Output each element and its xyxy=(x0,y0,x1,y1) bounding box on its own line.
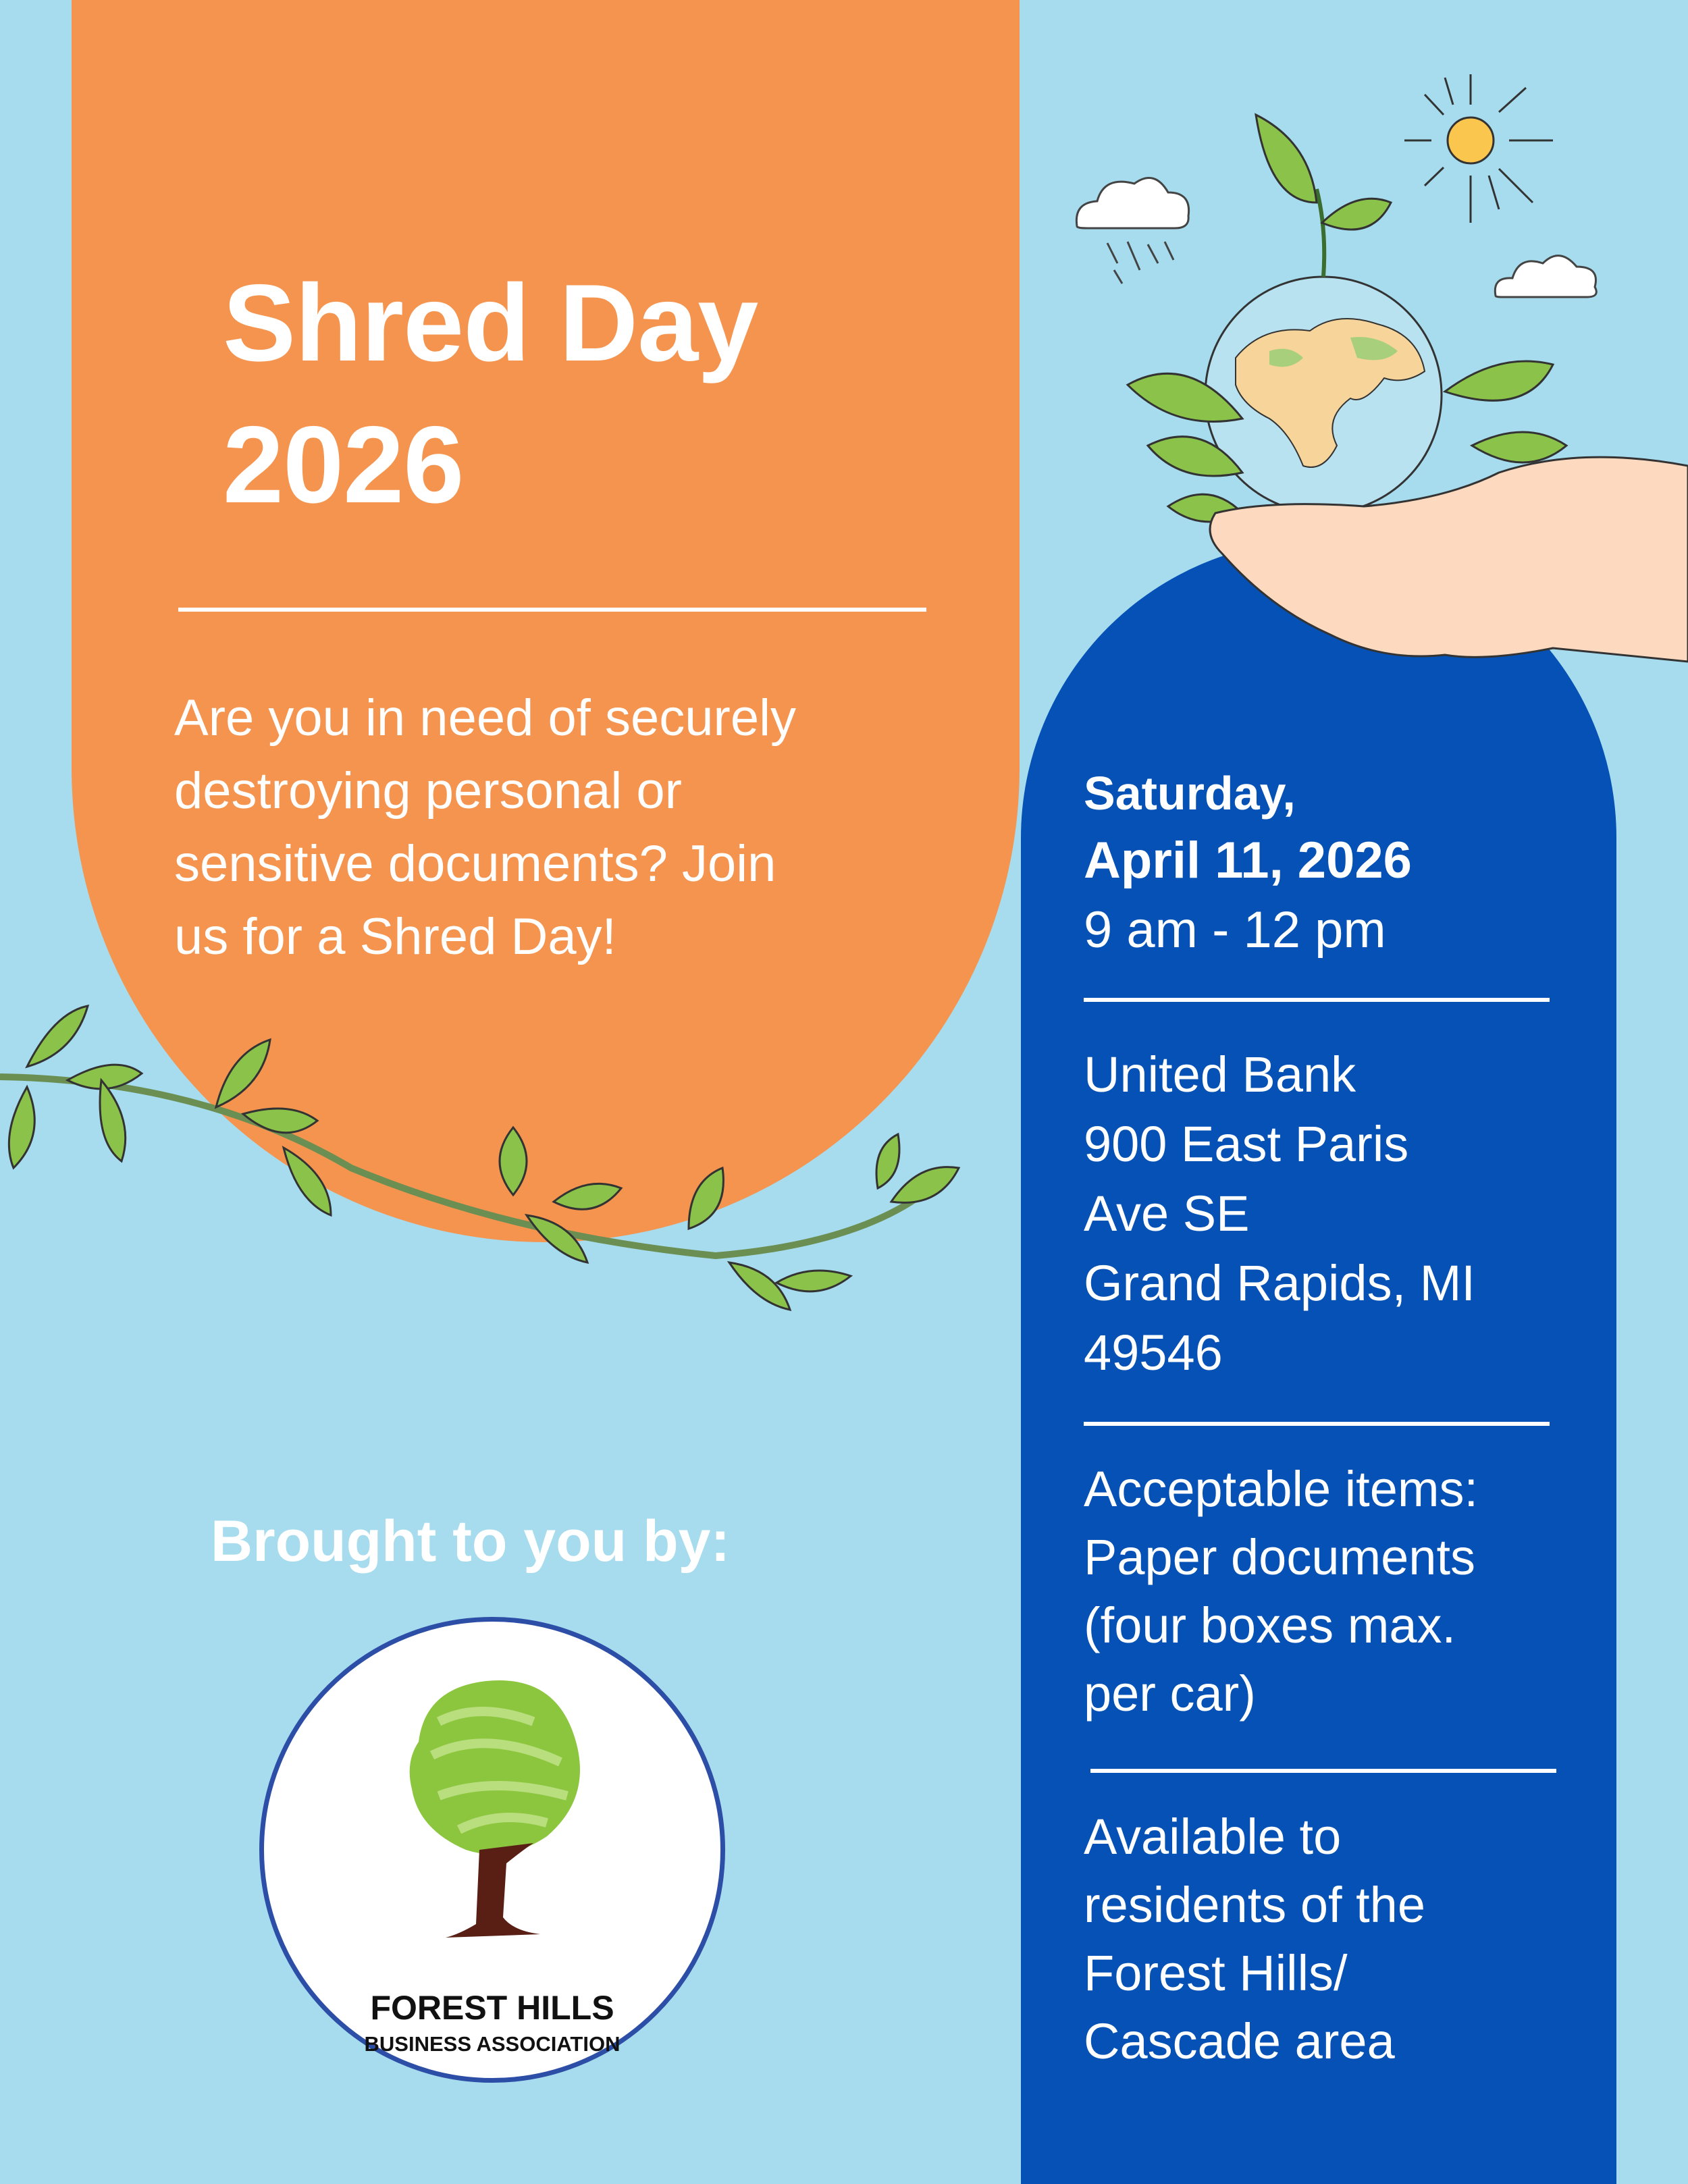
items-line: Paper documents xyxy=(1084,1529,1476,1585)
residents-line: Forest Hills/ xyxy=(1084,1945,1348,2001)
intro-line: Are you in need of securely xyxy=(174,689,796,747)
sponsor-name: FOREST HILLS xyxy=(370,1989,614,2027)
location-line: 49546 xyxy=(1084,1325,1223,1381)
title-divider xyxy=(178,608,926,612)
event-time: 9 am - 12 pm xyxy=(1084,901,1386,959)
globe-icon xyxy=(1205,277,1442,513)
intro-paragraph xyxy=(174,682,971,974)
residents-line: Available to xyxy=(1084,1809,1342,1865)
divider-date xyxy=(1084,998,1550,1002)
title-line-1: Shred Day xyxy=(223,262,758,384)
residents-line: residents of the xyxy=(1084,1877,1425,1933)
cloud-icon xyxy=(1495,256,1596,297)
event-location xyxy=(1084,1040,1577,1387)
leafy-branch-illustration xyxy=(0,945,972,1431)
location-line: Ave SE xyxy=(1084,1186,1250,1242)
residents-line: Cascade area xyxy=(1084,2013,1395,2069)
title-line-2: 2026 xyxy=(223,404,464,526)
items-line: per car) xyxy=(1084,1666,1256,1722)
items-line: Acceptable items: xyxy=(1084,1461,1479,1517)
event-date: April 11, 2026 xyxy=(1084,832,1412,889)
sponsor-subtitle: BUSINESS ASSOCIATION xyxy=(364,2032,621,2056)
acceptable-items xyxy=(1084,1455,1577,1728)
earth-in-hands-illustration xyxy=(1067,68,1688,675)
rain-cloud-icon xyxy=(1076,178,1188,284)
intro-line: destroying personal or xyxy=(174,762,682,820)
location-line: United Bank xyxy=(1084,1046,1356,1102)
sprout-icon xyxy=(1256,115,1391,277)
intro-line: sensitive documents? Join xyxy=(174,835,776,893)
divider-items xyxy=(1090,1769,1556,1773)
residents-eligibility xyxy=(1084,1803,1577,2075)
location-line: Grand Rapids, MI xyxy=(1084,1255,1475,1311)
items-line: (four boxes max. xyxy=(1084,1597,1456,1653)
intro-line: us for a Shred Day! xyxy=(174,908,616,965)
sun-icon xyxy=(1404,74,1553,223)
location-line: 900 East Paris xyxy=(1084,1116,1409,1172)
sponsor-text-wrap xyxy=(259,1617,725,2083)
brought-by-label: Brought to you by: xyxy=(211,1509,731,1574)
divider-location xyxy=(1084,1422,1550,1426)
event-day: Saturday, xyxy=(1084,767,1296,820)
